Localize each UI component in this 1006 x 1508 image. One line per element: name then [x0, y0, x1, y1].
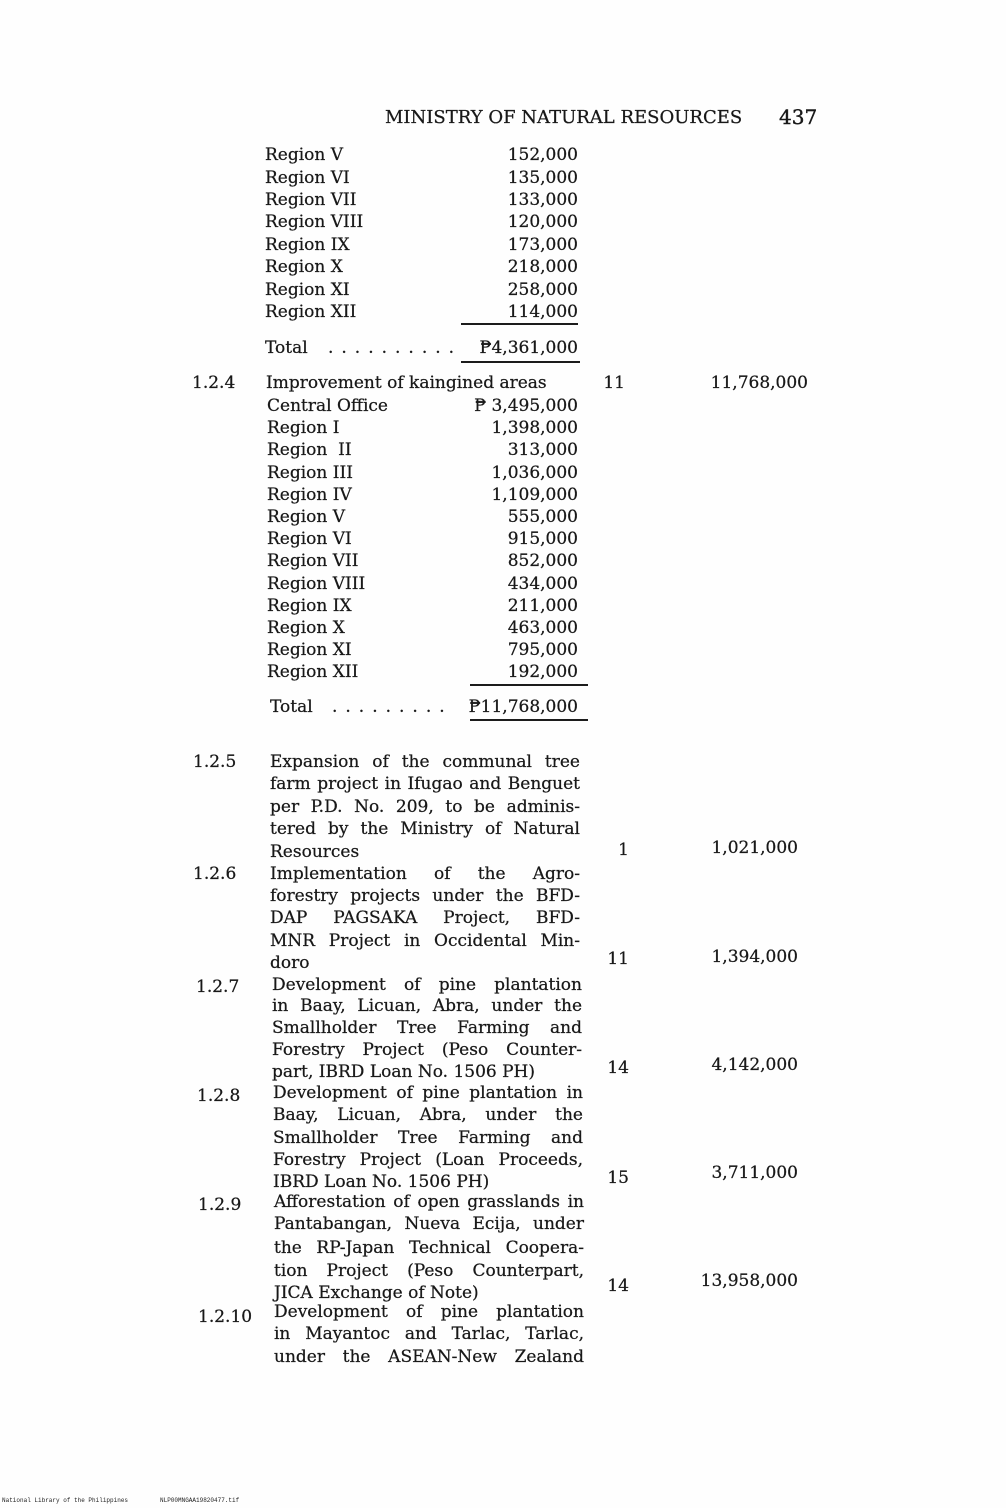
item-quantity: 11 — [603, 373, 625, 393]
item-description-line: Development of pine plantation — [272, 975, 582, 995]
item-amount: 1,394,000 — [711, 947, 798, 967]
total-row — [0, 337, 1006, 359]
total-amount: ₱11,768,000 — [468, 697, 578, 717]
item-description-line: Development of pine plantation in — [273, 1083, 583, 1103]
breakdown-row — [0, 661, 1006, 683]
region-label: Region III — [267, 463, 353, 483]
subtotal-rule — [461, 323, 578, 325]
item-description-line: IBRD Loan No. 1506 PH) — [273, 1172, 490, 1192]
region-amount: 192,000 — [507, 662, 578, 682]
item-heading-row — [0, 372, 1006, 394]
item-description-line: Development of pine plantation — [274, 1302, 584, 1322]
item-description-line: JICA Exchange of Note) — [274, 1283, 479, 1303]
item-description-line: under the ASEAN-New Zealand — [274, 1347, 584, 1367]
total-amount: ₱4,361,000 — [479, 338, 578, 358]
scan-file-name: NLP00MNGAA19820477.tif — [160, 1497, 240, 1504]
breakdown-row — [0, 617, 1006, 639]
region-amount: 152,000 — [507, 145, 578, 165]
region-label: Region V — [265, 145, 344, 165]
item-quantity: 15 — [607, 1168, 629, 1188]
region-amount: 211,000 — [507, 596, 578, 616]
item-description-line: in Mayantoc and Tarlac, Tarlac, — [274, 1324, 584, 1344]
region-label: Region VIII — [267, 574, 366, 594]
region-amount: 1,109,000 — [491, 485, 578, 505]
region-amount: 135,000 — [507, 168, 578, 188]
breakdown-row — [0, 189, 1006, 211]
breakdown-row — [0, 639, 1006, 661]
item-number: 1.2.7 — [196, 977, 240, 997]
total-rule — [470, 719, 588, 721]
region-label: Region VIII — [265, 212, 364, 232]
item-title: Improvement of kaingined areas — [266, 373, 547, 393]
item-description-line: tion Project (Peso Counterpart, — [274, 1261, 584, 1281]
office-amount: ₱ 3,495,000 — [474, 396, 578, 416]
item-amount: 1,021,000 — [711, 838, 798, 858]
breakdown-row — [0, 211, 1006, 233]
breakdown-row — [0, 506, 1006, 528]
breakdown-row — [0, 144, 1006, 166]
dot-leader: .......... — [328, 338, 463, 358]
total-label: Total — [270, 697, 313, 717]
breakdown-row — [0, 528, 1006, 550]
total-label: Total — [265, 338, 308, 358]
region-amount: 258,000 — [507, 280, 578, 300]
region-label: Region I — [267, 418, 340, 438]
office-label: Central Office — [267, 396, 388, 416]
item-description-line: per P.D. No. 209, to be adminis- — [270, 797, 580, 817]
page-number: 437 — [779, 105, 818, 129]
breakdown-row — [0, 256, 1006, 278]
region-amount: 852,000 — [507, 551, 578, 571]
item-description-line: Implementation of the Agro- — [270, 864, 580, 884]
breakdown-row — [0, 573, 1006, 595]
item-description-line: Smallholder Tree Farming and — [273, 1128, 583, 1148]
item-number: 1.2.8 — [197, 1086, 241, 1106]
region-label: Region VII — [267, 551, 359, 571]
item-amount: 11,768,000 — [710, 373, 808, 393]
item-description-line: Baay, Licuan, Abra, under the — [273, 1105, 583, 1125]
breakdown-row — [0, 167, 1006, 189]
region-label: Region II — [267, 440, 352, 460]
breakdown-row — [0, 462, 1006, 484]
region-label: Region XII — [267, 662, 359, 682]
item-quantity: 14 — [607, 1276, 629, 1296]
item-quantity: 14 — [607, 1058, 629, 1078]
total-row — [0, 696, 1006, 718]
item-description-line: MNR Project in Occidental Min- — [270, 931, 580, 951]
region-amount: 313,000 — [507, 440, 578, 460]
item-number: 1.2.4 — [192, 373, 236, 393]
breakdown-row — [0, 439, 1006, 461]
item-description-line: Afforestation of open grasslands in — [274, 1192, 584, 1212]
region-label: Region VI — [267, 529, 352, 549]
total-rule — [461, 361, 580, 363]
region-amount: 1,398,000 — [491, 418, 578, 438]
region-label: Region XII — [265, 302, 357, 322]
item-amount: 3,711,000 — [711, 1163, 798, 1183]
item-description-line: the RP-Japan Technical Coopera- — [274, 1238, 584, 1258]
item-amount: 13,958,000 — [700, 1271, 798, 1291]
breakdown-row — [0, 234, 1006, 256]
region-amount: 463,000 — [507, 618, 578, 638]
region-amount: 795,000 — [507, 640, 578, 660]
running-head: MINISTRY OF NATURAL RESOURCES — [385, 107, 743, 128]
scan-source-label: National Library of the Philippines — [2, 1497, 129, 1504]
breakdown-row — [0, 417, 1006, 439]
item-number: 1.2.9 — [198, 1195, 242, 1215]
item-description-line: Pantabangan, Nueva Ecija, under — [274, 1214, 584, 1234]
item-description-line: Smallholder Tree Farming and — [272, 1018, 582, 1038]
region-amount: 915,000 — [507, 529, 578, 549]
region-amount: 120,000 — [507, 212, 578, 232]
region-label: Region XI — [265, 280, 350, 300]
breakdown-row — [0, 595, 1006, 617]
region-amount: 133,000 — [507, 190, 578, 210]
item-description-line: doro — [270, 953, 310, 973]
item-description-line: part, IBRD Loan No. 1506 PH) — [272, 1062, 536, 1082]
item-number: 1.2.6 — [193, 864, 237, 884]
region-label: Region IV — [267, 485, 352, 505]
item-description-line: forestry projects under the BFD- — [270, 886, 580, 906]
item-number: 1.2.10 — [198, 1307, 253, 1327]
region-amount: 173,000 — [507, 235, 578, 255]
breakdown-row — [0, 301, 1006, 323]
item-description-line: farm project in Ifugao and Benguet — [270, 774, 580, 794]
region-amount: 1,036,000 — [491, 463, 578, 483]
dot-leader: ......... — [332, 697, 453, 717]
item-description-line: Forestry Project (Peso Counter- — [272, 1040, 582, 1060]
region-label: Region VI — [265, 168, 350, 188]
breakdown-row — [0, 279, 1006, 301]
item-description-line: DAP PAGSAKA Project, BFD- — [270, 908, 580, 928]
region-label: Region X — [265, 257, 343, 277]
region-amount: 218,000 — [507, 257, 578, 277]
item-description-line: tered by the Ministry of Natural — [270, 819, 580, 839]
region-label: Region VII — [265, 190, 357, 210]
item-description-line: Expansion of the communal tree — [270, 752, 580, 772]
breakdown-row — [0, 484, 1006, 506]
region-label: Region XI — [267, 640, 352, 660]
item-description-line: Forestry Project (Loan Proceeds, — [273, 1150, 583, 1170]
item-description-line: in Baay, Licuan, Abra, under the — [272, 996, 582, 1016]
item-description-line: Resources — [270, 842, 360, 862]
region-amount: 555,000 — [507, 507, 578, 527]
subtotal-rule — [470, 684, 588, 686]
region-label: Region X — [267, 618, 345, 638]
region-label: Region IX — [267, 596, 352, 616]
breakdown-row — [0, 550, 1006, 572]
region-amount: 434,000 — [507, 574, 578, 594]
breakdown-row — [0, 395, 1006, 417]
region-amount: 114,000 — [507, 302, 578, 322]
item-quantity: 1 — [618, 840, 629, 860]
item-amount: 4,142,000 — [711, 1055, 798, 1075]
item-number: 1.2.5 — [193, 752, 237, 772]
region-label: Region IX — [265, 235, 350, 255]
region-label: Region V — [267, 507, 346, 527]
item-quantity: 11 — [607, 949, 629, 969]
